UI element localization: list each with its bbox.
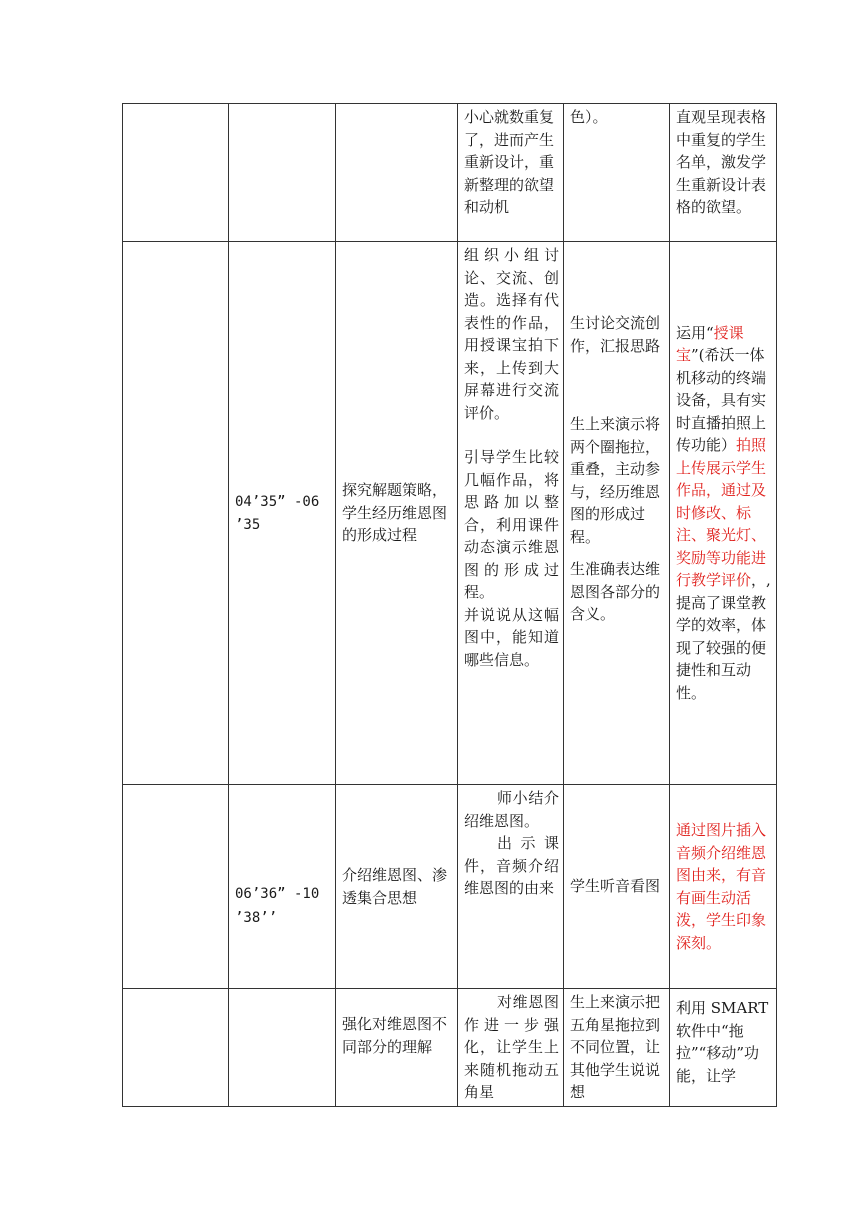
time-cell [229, 242, 336, 785]
teacher-text: 小心就数重复了，进而产生重新设计，重新整理的欲望和动机 [464, 108, 555, 216]
student-activity-cell [564, 242, 670, 785]
stage-title: 强化对维恩图不同部分的理解 [342, 1015, 448, 1056]
student-activity-cell [564, 785, 670, 989]
time-cell [229, 785, 336, 989]
intent-text: ，,提高了课堂教学的效率，体现了较强的便捷性和互动性。 [676, 571, 771, 702]
time-range: 04’35” -06 ’35 [235, 493, 320, 533]
stage-title: 介绍维恩图、渗透集合思想 [342, 866, 448, 907]
teacher-text: 引导学生比较几幅作品，将思路加以整合，利用课件动态演示维恩图的形成过程。 [464, 448, 559, 601]
student-activity-cell [564, 989, 670, 1107]
design-intent-cell [670, 242, 777, 785]
intent-text: 直观呈现表格中重复的学生名单，激发学生重新设计表格的欲望。 [676, 108, 767, 216]
teacher-text: 组织小组讨论、交流、创造。选择有代表性的作品，用授课宝拍下来，上传到大屏幕进行交流评价。 [464, 246, 559, 422]
lesson-plan-table [122, 103, 777, 1107]
table-row [123, 242, 777, 785]
blank-cell [123, 785, 229, 989]
student-text: 生准确表达维恩图各部分的含义。 [570, 560, 661, 623]
design-intent-cell [670, 104, 777, 242]
time-cell [229, 989, 336, 1107]
student-text: 色）。 [570, 108, 608, 126]
blank-cell [123, 989, 229, 1107]
intent-highlight: 通过图片插入音频介绍维恩图由来，有音有画生动活泼，学生印象深刻。 [676, 821, 767, 952]
student-text: 生讨论交流创作，汇报思路 [570, 314, 661, 355]
time-cell [229, 104, 336, 242]
blank-cell [123, 104, 229, 242]
intent-highlight: 授课宝 [676, 323, 744, 365]
teacher-text: 并说说从这幅图中，能知道哪些信息。 [464, 605, 559, 669]
intent-text: ”(希沃一体机移动的终端设备，具有实时直播拍照上传功能） [676, 346, 767, 455]
design-intent-cell [670, 989, 777, 1107]
stage-cell [336, 242, 458, 785]
table-row [123, 104, 777, 242]
teacher-activity-cell [458, 104, 564, 242]
intent-highlight: 拍照上传展示学生作品，通过及时修改、标注、聚光灯、奖励等功能进行教学评价 [676, 436, 767, 590]
student-text: 生上来演示将两个圈拖拉，重叠，主动参与，经历维恩图的形成过程。 [570, 415, 661, 546]
teacher-activity-cell [458, 989, 564, 1107]
intent-text: 利用 SMART 软件中“拖拉”“移动”功能，让学 [676, 999, 769, 1085]
student-text: 生上来演示把五角星拖拉到不同位置，让其他学生说说想 [570, 993, 661, 1101]
blank-cell [123, 242, 229, 785]
intent-text: 运用“ [676, 323, 714, 342]
teacher-activity-cell [458, 242, 564, 785]
student-activity-cell [564, 104, 670, 242]
time-range: 06’36” -10 ’38’’ [235, 886, 320, 926]
teacher-text: 出示课件，音频介绍维恩图的由来 [464, 834, 559, 897]
teacher-activity-cell [458, 785, 564, 989]
stage-cell [336, 989, 458, 1107]
teacher-text: 对维恩图作进一步强化，让学生上来随机拖动五角星 [464, 993, 559, 1101]
teacher-text: 师小结介绍维恩图。 [464, 789, 559, 830]
student-text: 学生听音看图 [570, 877, 661, 896]
table-row [123, 989, 777, 1107]
stage-cell [336, 785, 458, 989]
stage-title: 探究解题策略，学生经历维恩图的形成过程 [342, 481, 448, 545]
design-intent-cell [670, 785, 777, 989]
stage-cell [336, 104, 458, 242]
table-row [123, 785, 777, 989]
